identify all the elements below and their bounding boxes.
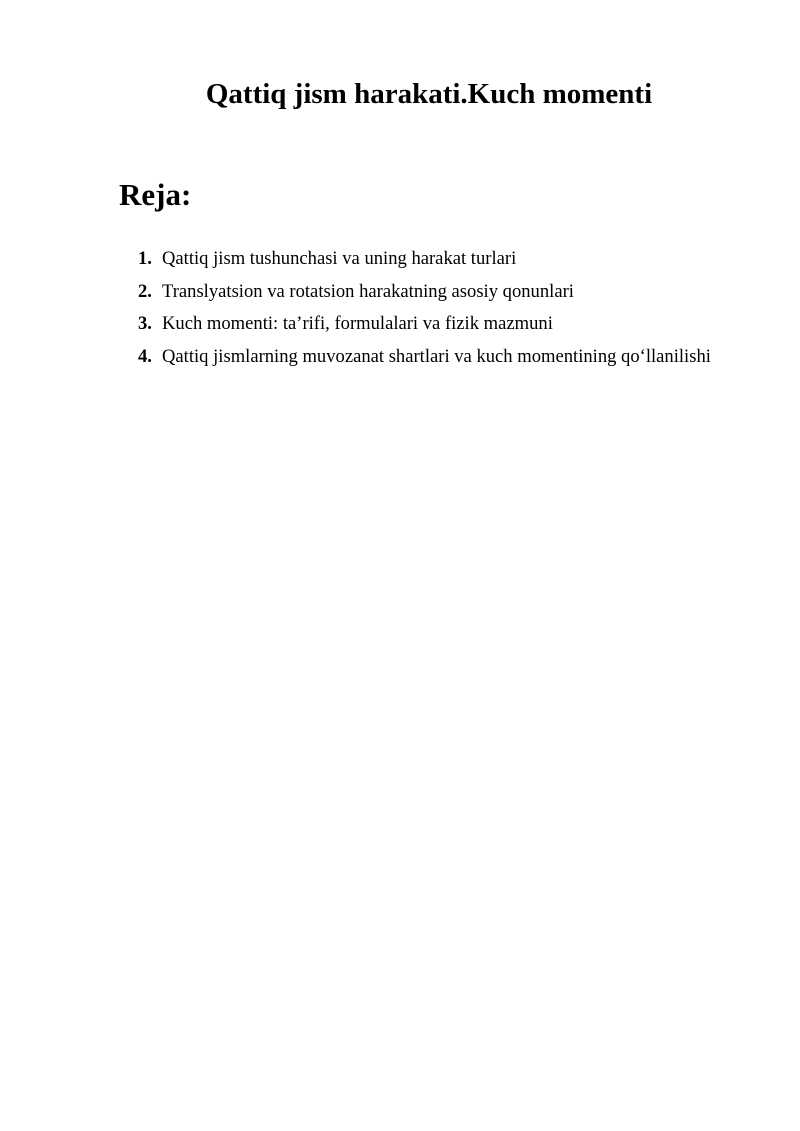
- plan-item-text: Kuch momenti: ta’rifi, formulalari va fizik mazmuni: [162, 313, 553, 334]
- plan-list: [138, 245, 711, 375]
- plan-item-number: 1.: [138, 248, 152, 269]
- plan-item-4: [138, 343, 711, 376]
- plan-item-number: 4.: [138, 345, 152, 367]
- plan-item-3: [138, 310, 711, 343]
- plan-item-1: [138, 245, 711, 278]
- plan-heading: Reja:: [119, 177, 192, 212]
- plan-item-2: [138, 278, 711, 311]
- plan-item-number: 3.: [138, 313, 152, 334]
- plan-item-text: Qattiq jism tushunchasi va uning harakat turlari: [162, 248, 517, 269]
- plan-item-number: 2.: [138, 280, 152, 302]
- document-title: Qattiq jism harakati.Kuch momenti: [205, 78, 653, 110]
- plan-item-text: Qattiq jismlarning muvozanat shartlari va kuch momentining qo‘llanilishi: [162, 345, 711, 367]
- plan-item-text: Translyatsion va rotatsion harakatning asosiy qonunlari: [162, 280, 574, 302]
